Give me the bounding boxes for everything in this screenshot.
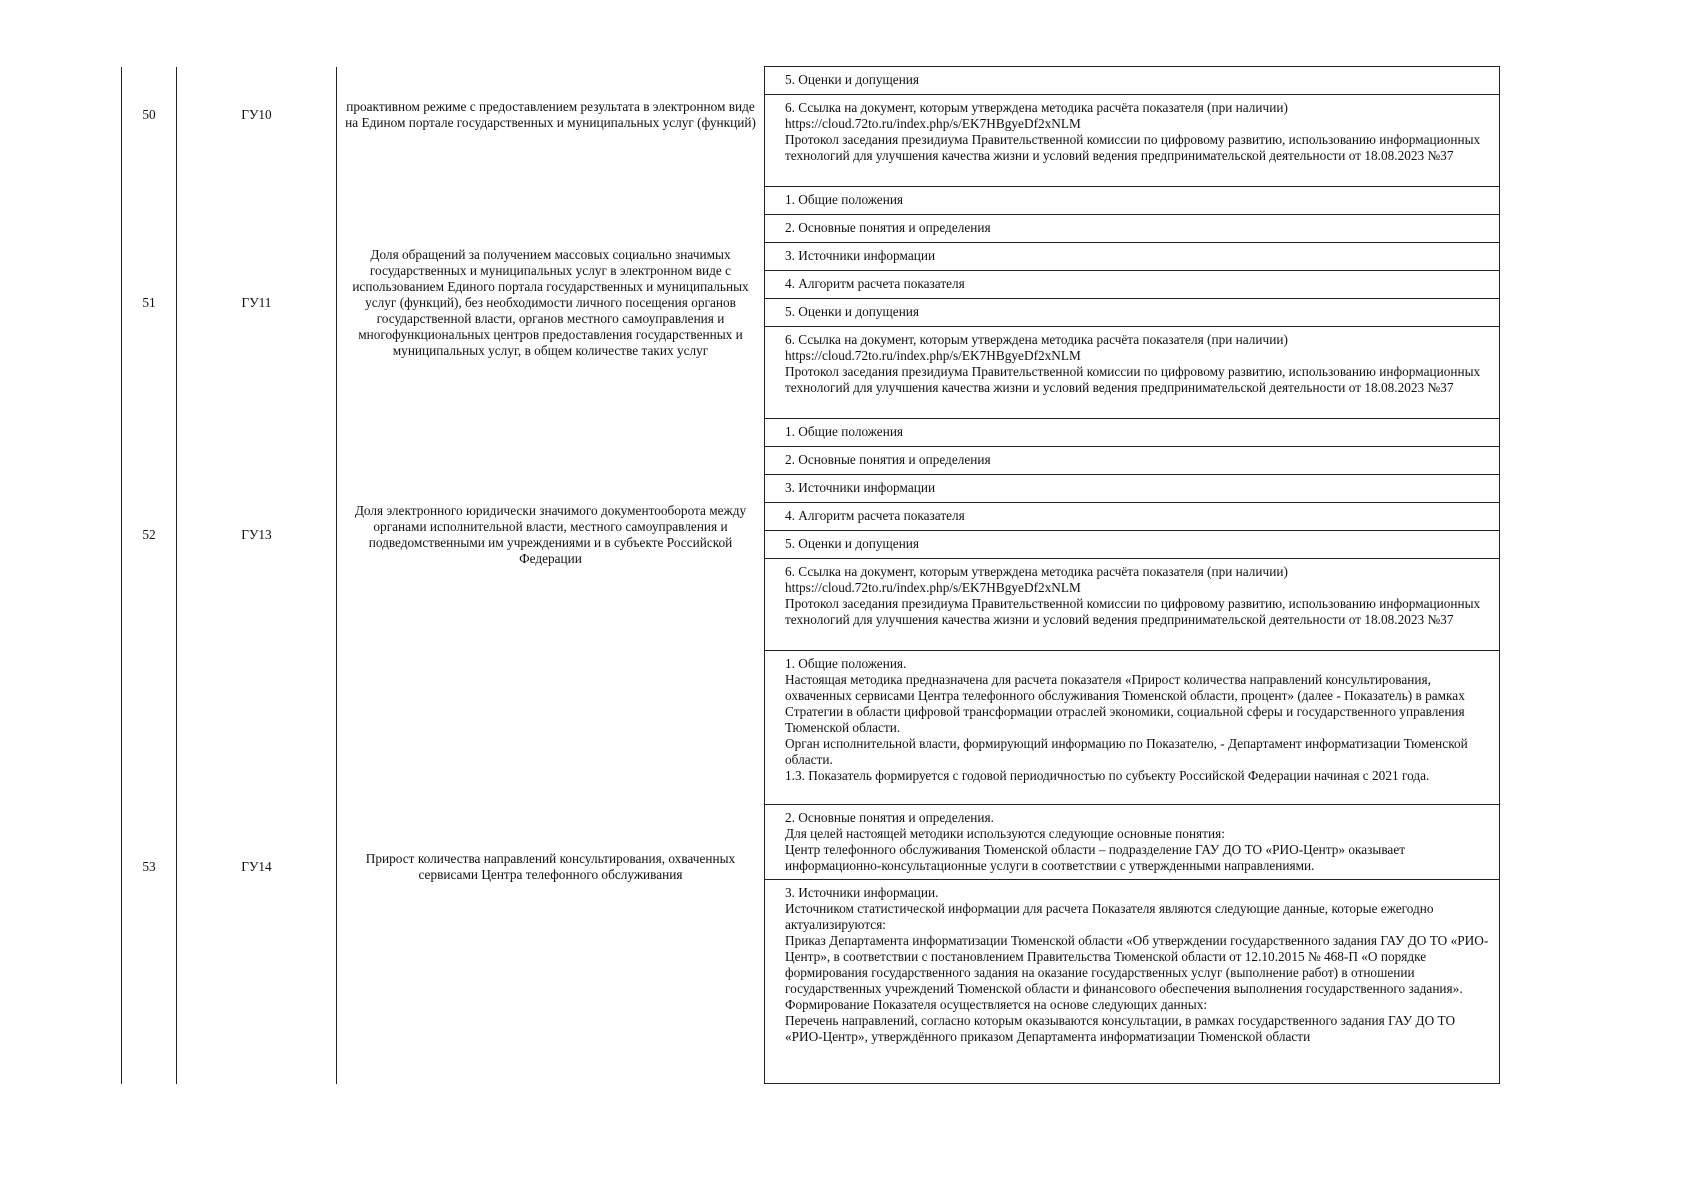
methodology-section (765, 299, 1500, 327)
section-paragraph: Для целей настоящей методики используются следующие основные понятия: (785, 826, 1225, 841)
methodology-section (765, 419, 1500, 447)
methodology-section (765, 271, 1500, 299)
section-paragraph: https://cloud.72to.ru/index.php/s/EK7HBgyeDf2xNLM (785, 116, 1081, 131)
methodology-section (765, 651, 1500, 805)
table-row (122, 67, 1500, 95)
indicator-name (337, 187, 765, 419)
section-paragraph: https://cloud.72to.ru/index.php/s/EK7HBgyeDf2xNLM (785, 580, 1081, 595)
methodology-table (121, 66, 1500, 1084)
section-heading: 3. Источники информации. (785, 885, 939, 900)
row-number-text: 52 (142, 526, 156, 542)
section-paragraph: Приказ Департамента информатизации Тюменской области «Об утверждении государственного задания ГАУ ДО ТО «РИО-Центр», в соответствии с постановлением Правительства Тюменской области от 12.10.2015 № 468-П «О порядке формирования государственного задания на оказание государственных услуг (выполнение работ) в отношении государственных учреждений Тюменской области и финансового обеспечения выполнения государственного задания». (785, 933, 1489, 996)
row-number-text: 50 (142, 106, 156, 122)
section-heading: 2. Основные понятия и определения (785, 452, 991, 467)
section-heading: 4. Алгоритм расчета показателя (785, 276, 965, 291)
section-heading: 6. Ссылка на документ, которым утверждена методика расчёта показателя (при наличии) (785, 564, 1288, 579)
section-paragraph: Протокол заседания президиума Правительственной комиссии по цифровому развитию, использованию информационных технологий для улучшения качества жизни и условий ведения предпринимательской деятельности от 18.08.2023 №37 (785, 364, 1481, 395)
section-heading: 5. Оценки и допущения (785, 72, 920, 87)
methodology-section (765, 880, 1500, 1084)
row-number (122, 419, 177, 651)
section-heading: 5. Оценки и допущения (785, 304, 920, 319)
indicator-name (337, 67, 765, 187)
methodology-section (765, 503, 1500, 531)
section-paragraph: https://cloud.72to.ru/index.php/s/EK7HBgyeDf2xNLM (785, 348, 1081, 363)
indicator-code (177, 419, 337, 651)
row-number (122, 187, 177, 419)
section-paragraph: Перечень направлений, согласно которым оказываются консультации, в рамках государственного задания ГАУ ДО ТО «РИО-Центр», утверждённого приказом Департамента информатизации Тюменской области (785, 1013, 1456, 1044)
section-heading: 1. Общие положения (785, 192, 904, 207)
methodology-section (765, 475, 1500, 503)
indicator-name (337, 419, 765, 651)
row-number-text: 53 (142, 859, 156, 874)
section-heading: 4. Алгоритм расчета показателя (785, 508, 965, 523)
section-heading: 1. Общие положения. (785, 656, 907, 671)
methodology-section (765, 95, 1500, 187)
indicator-name (337, 651, 765, 1084)
methodology-section (765, 243, 1500, 271)
table-body (122, 67, 1500, 1084)
section-heading: 2. Основные понятия и определения. (785, 810, 994, 825)
table-row (122, 419, 1500, 447)
row-number (122, 67, 177, 187)
methodology-section (765, 531, 1500, 559)
section-heading: 3. Источники информации (785, 248, 936, 263)
section-heading: 3. Источники информации (785, 480, 936, 495)
indicator-code (177, 187, 337, 419)
methodology-section (765, 559, 1500, 651)
section-paragraph: Настоящая методика предназначена для расчета показателя «Прирост количества направлений консультирования, охваченных сервисами Центра телефонного обслуживания Тюменской области, процент» (далее - Показатель) в рамках Стратегии в области цифровой трансформации отраслей экономики, социальной сферы и государственного управления Тюменской области. (785, 672, 1465, 735)
indicator-code (177, 67, 337, 187)
methodology-section (765, 805, 1500, 880)
methodology-section (765, 327, 1500, 419)
table-row (122, 187, 1500, 215)
indicator-code-text: ГУ11 (241, 294, 272, 310)
row-number-text: 51 (142, 294, 156, 310)
indicator-code (177, 651, 337, 1084)
indicator-code-text: ГУ10 (241, 106, 272, 122)
section-paragraph: Центр телефонного обслуживания Тюменской области – подразделение ГАУ ДО ТО «РИО-Центр» оказывает информационно-консультационные услуги в соответствии с утвержденными направлениями. (785, 842, 1406, 873)
indicator-name-text: Доля электронного юридически значимого документооборота между органами исполнительной власти, местного самоуправления и подведомственными им учреждениями и в субъекте Российской Федерации (354, 502, 747, 566)
methodology-section (765, 215, 1500, 243)
methodology-section (765, 187, 1500, 215)
section-paragraph: Орган исполнительной власти, формирующий информацию по Показателю, - Департамент информатизации Тюменской области. (785, 736, 1468, 767)
methodology-section (765, 447, 1500, 475)
section-heading: 1. Общие положения (785, 424, 904, 439)
row-number (122, 651, 177, 1084)
indicator-name-text: Прирост количества направлений консультирования, охваченных сервисами Центра телефонного обслуживания (365, 851, 736, 882)
indicator-code-text: ГУ14 (241, 859, 272, 874)
table-row (122, 651, 1500, 805)
indicator-name-text: Доля обращений за получением массовых социально значимых государственных и муниципальных услуг в электронном виде с использованием Единого портала государственных и муниципальных услуг (функций), без необходимости личного посещения органов государственной власти, органов местного самоуправления и многофункциональных центров предоставления государственных и муниципальных услуг, в общем количестве таких услуг (352, 246, 749, 358)
section-paragraph: 1.3. Показатель формируется с годовой периодичностью по субъекту Российской Федерации начиная с 2021 года. (785, 768, 1430, 783)
methodology-section (765, 67, 1500, 95)
section-heading: 2. Основные понятия и определения (785, 220, 991, 235)
section-paragraph: Источником статистической информации для расчета Показателя являются следующие данные, которые ежегодно актуализируются: (785, 901, 1434, 932)
section-paragraph: Формирование Показателя осуществляется на основе следующих данных: (785, 997, 1208, 1012)
indicator-code-text: ГУ13 (241, 526, 272, 542)
section-heading: 6. Ссылка на документ, которым утверждена методика расчёта показателя (при наличии) (785, 100, 1288, 115)
section-paragraph: Протокол заседания президиума Правительственной комиссии по цифровому развитию, использованию информационных технологий для улучшения качества жизни и условий ведения предпринимательской деятельности от 18.08.2023 №37 (785, 596, 1481, 627)
section-heading: 6. Ссылка на документ, которым утверждена методика расчёта показателя (при наличии) (785, 332, 1288, 347)
section-heading: 5. Оценки и допущения (785, 536, 920, 551)
indicator-name-text: проактивном режиме с предоставлением результата в электронном виде на Едином портале государственных и муниципальных услуг (функций) (345, 98, 756, 130)
section-paragraph: Протокол заседания президиума Правительственной комиссии по цифровому развитию, использованию информационных технологий для улучшения качества жизни и условий ведения предпринимательской деятельности от 18.08.2023 №37 (785, 132, 1481, 163)
